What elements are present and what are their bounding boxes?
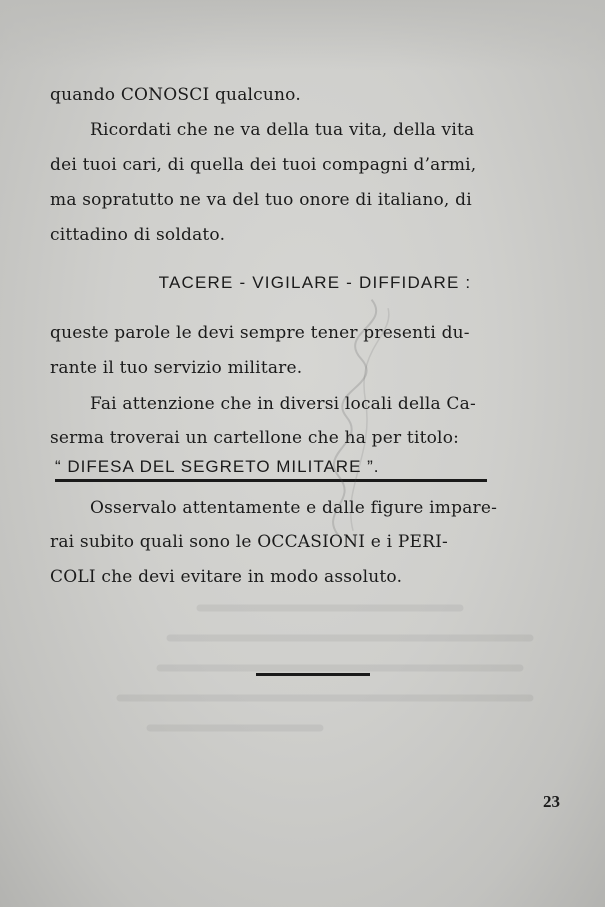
text-line: COLI che devi evitare in modo assoluto. (50, 567, 403, 587)
text-line: cittadino di soldato. (50, 225, 226, 245)
text-line: Osservalo attentamente e dalle figure impare- (90, 498, 498, 518)
text-line: Fai attenzione che in diversi locali della Ca- (90, 394, 476, 414)
bleed-through-texture (60, 600, 540, 740)
text-line: dei tuoi cari, di quella dei tuoi compagni d’armi, (50, 155, 477, 175)
text-line: Ricordati che ne va della tua vita, della vita (90, 120, 475, 140)
page-number: 23 (543, 792, 560, 811)
section-heading: TACERE - VIGILARE - DIFFIDARE : (158, 273, 472, 292)
text-line: quando CONOSCI qualcuno. (50, 85, 301, 105)
text-line: serma troverai un cartellone che ha per titolo: (50, 428, 460, 448)
text-line: rai subito quali sono le OCCASIONI e i PERI- (50, 532, 448, 552)
title-underline (55, 479, 487, 482)
text-line: queste parole le devi sempre tener presenti du- (50, 323, 470, 343)
text-line: ma sopratutto ne va del tuo onore di italiano, di (50, 190, 472, 210)
bleed-through-lines (60, 600, 540, 740)
text-line: rante il tuo servizio militare. (50, 358, 303, 378)
page-shadow (0, 0, 605, 70)
section-divider (256, 673, 370, 676)
poster-title: “ DIFESA DEL SEGRETO MILITARE ”. (55, 457, 380, 476)
